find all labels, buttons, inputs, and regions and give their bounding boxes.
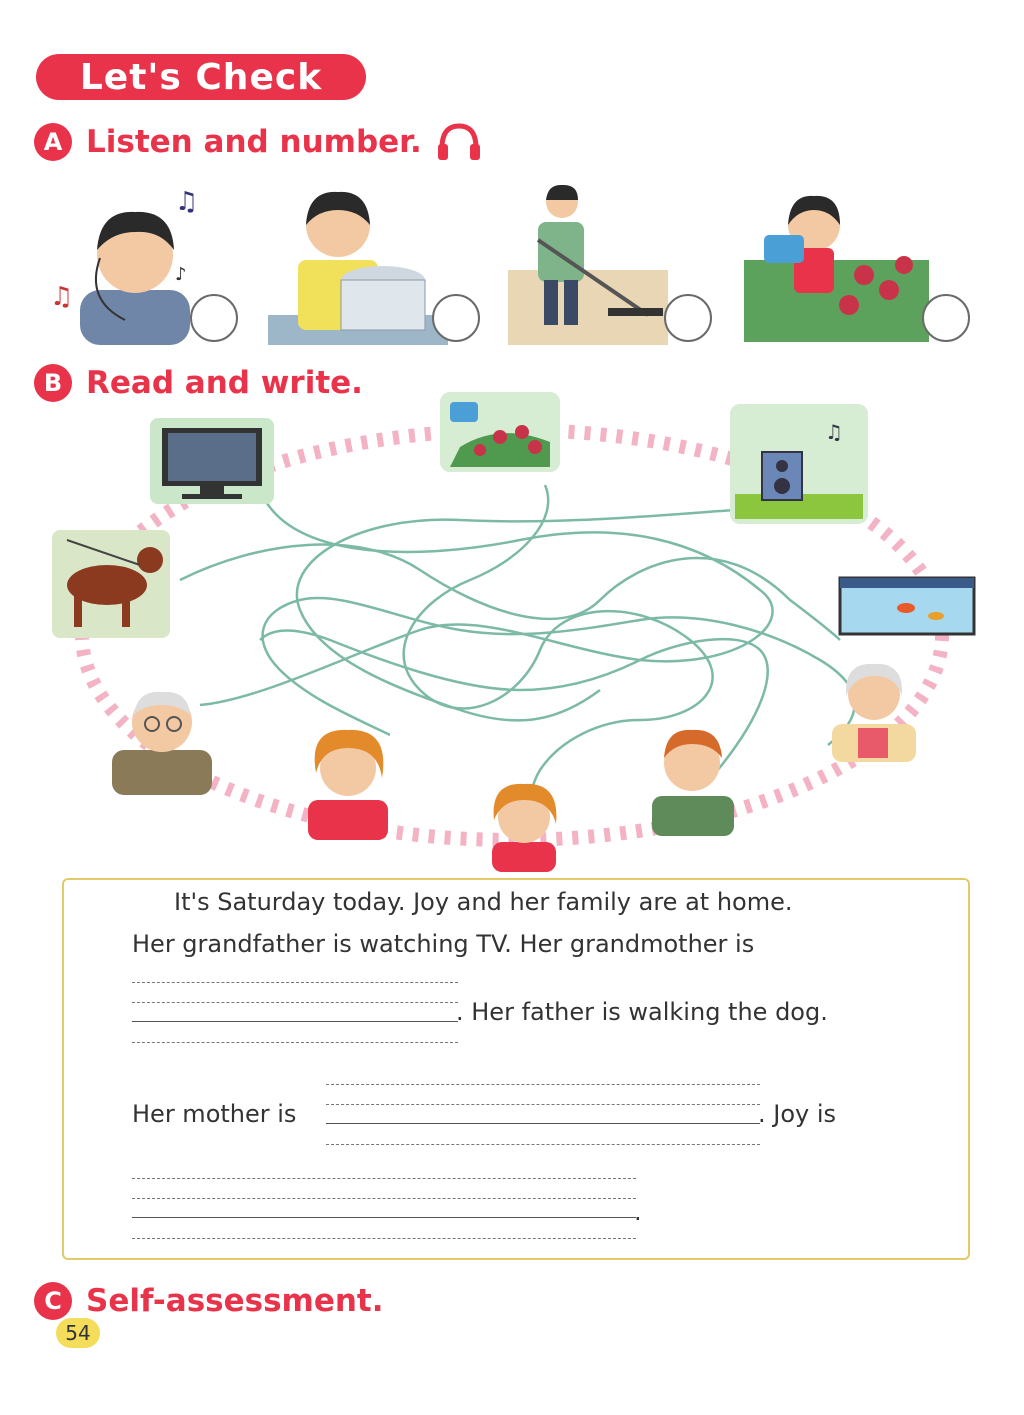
section-b-letter: B: [34, 364, 72, 402]
svg-text:♪: ♪: [175, 264, 187, 285]
watering-flowers-picture: [440, 392, 560, 472]
passage-line-1: It's Saturday today. Joy and her family are at home.: [174, 888, 793, 916]
passage-line-4-end: . Joy is: [758, 1100, 837, 1128]
passage-line-2: Her grandfather is watching TV. Her grandmother is: [132, 930, 755, 958]
grandfather-picture: [102, 680, 217, 795]
passage-line-4-start: Her mother is: [132, 1100, 297, 1128]
answer-circle-2[interactable]: [432, 294, 480, 342]
man-vacuuming-picture: [508, 180, 668, 345]
section-c-letter: C: [34, 1282, 72, 1320]
svg-text:♫: ♫: [50, 282, 74, 312]
fish-tank-picture: [836, 572, 978, 640]
maze-lines: [180, 485, 855, 810]
section-c-text: Self-assessment.: [86, 1283, 384, 1319]
section-a-text: Listen and number.: [86, 124, 422, 160]
father-picture: [646, 718, 738, 836]
answer-circle-4[interactable]: [922, 294, 970, 342]
section-b-text: Read and write.: [86, 365, 363, 401]
page-number: 54: [65, 1321, 91, 1345]
answer-circle-1[interactable]: [190, 294, 238, 342]
reading-writing-box: [62, 878, 970, 1260]
passage-line-3: . Her father is walking the dog.: [456, 998, 828, 1026]
headphones-icon: [436, 122, 482, 162]
section-a-title: [34, 122, 482, 162]
dog-picture: [52, 530, 170, 638]
girl-cooking-rice-picture: [268, 180, 448, 345]
svg-text:♫: ♫: [825, 420, 843, 444]
passage-line-5-end: .: [634, 1198, 642, 1226]
banner-title: Let's Check: [79, 56, 323, 98]
lets-check-banner: [36, 54, 366, 100]
section-c-title: [34, 1282, 384, 1320]
answer-line-joy[interactable]: [132, 1178, 636, 1224]
answer-line-grandmother[interactable]: [132, 982, 458, 1028]
girl-watering-flowers-picture: [744, 180, 929, 342]
grandmother-picture: [826, 656, 920, 762]
joy-picture: [478, 772, 570, 872]
answer-circle-3[interactable]: [664, 294, 712, 342]
mother-picture: [298, 718, 396, 840]
section-a-letter: A: [34, 123, 72, 161]
music-player-picture: [730, 404, 868, 524]
page-number-badge: [56, 1318, 100, 1348]
tv-picture: [150, 418, 274, 504]
answer-line-mother[interactable]: [326, 1084, 760, 1130]
svg-text:♫: ♫: [175, 187, 199, 217]
